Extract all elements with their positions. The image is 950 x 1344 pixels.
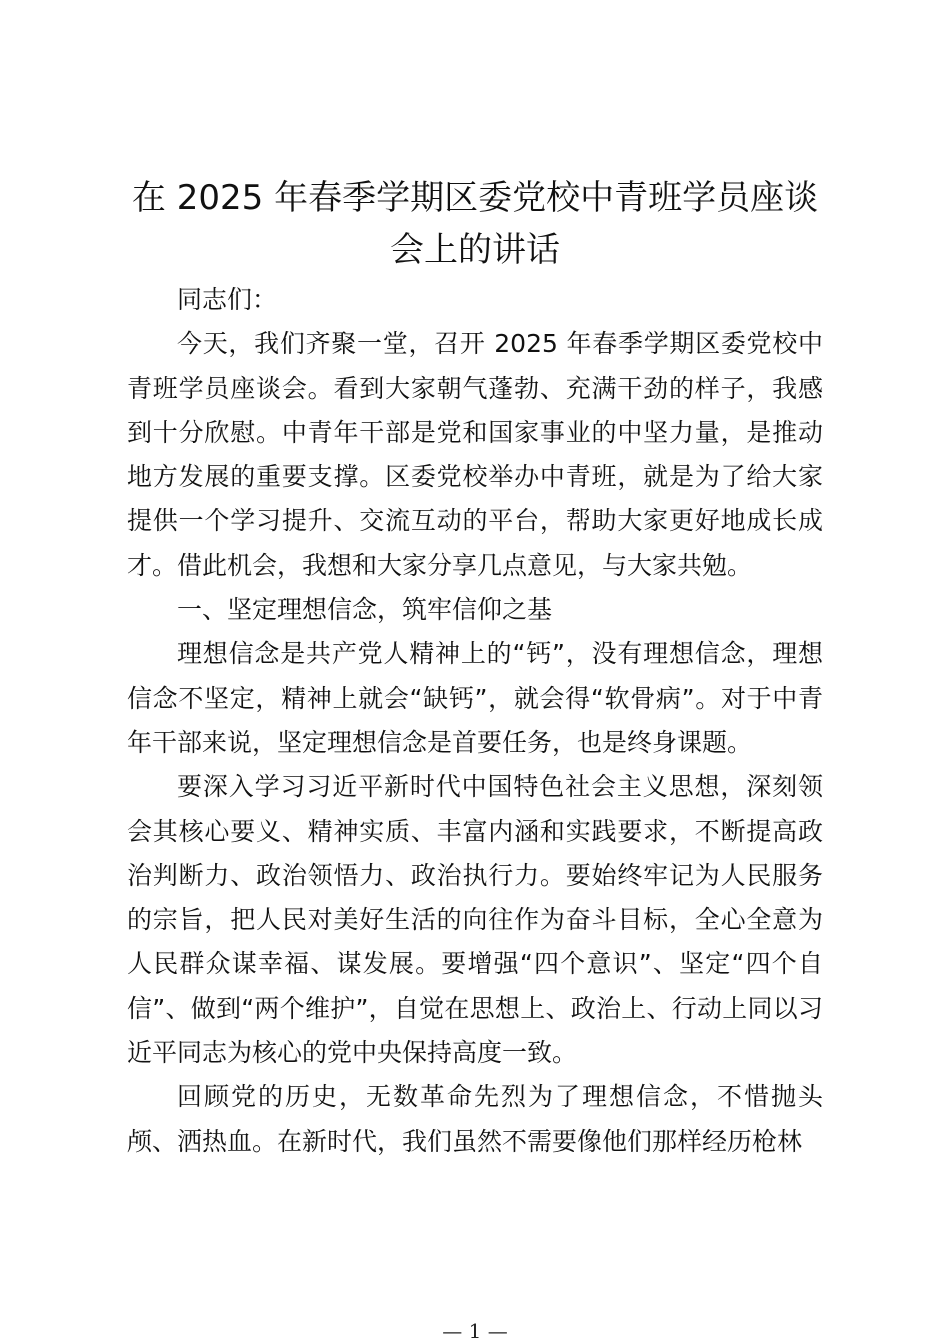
document-title: 在 2025 年春季学期区委党校中青班学员座谈会上的讲话 bbox=[131, 178, 819, 270]
body-paragraph: 回顾党的历史，无数革命先烈为了理想信念，不惜抛头颅、洒热血。在新时代，我们虽然不需要像他们那样经历枪林 bbox=[127, 1082, 823, 1156]
section-heading-1: 一、坚定理想信念，筑牢信仰之基 bbox=[177, 595, 553, 625]
salutation: 同志们： bbox=[177, 285, 278, 314]
body-paragraph: 要深入学习习近平新时代中国特色社会主义思想，深刻领会其核心要义、精神实质、丰富内涵和实践要求，不断提高政治判断力、政治领悟力、政治执行力。要始终牢记为人民服务的宗旨，把人民对美好生活的向往作为奋斗目标，全心全意为人民群众谋幸福、谋发展。要增强“四个意识”、坚定“四个自信”、做到“两个维护”，自觉在思想上、政治上、行动上同以习近平同志为核心的党中央保持高度一致。 bbox=[127, 772, 823, 1068]
page-number: — 1 — bbox=[442, 1319, 508, 1343]
document-body bbox=[127, 278, 823, 1164]
body-paragraph: 理想信念是共产党人精神上的“钙”，没有理想信念，理想信念不坚定，精神上就会“缺钙”，就会得“软骨病”。对于中青年干部来说，坚定理想信念是首要任务，也是终身课题。 bbox=[127, 639, 823, 757]
intro-paragraph: 今天，我们齐聚一堂，召开 2025 年春季学期区委党校中青班学员座谈会。看到大家朝气蓬勃、充满干劲的样子，我感到十分欣慰。中青年干部是党和国家事业的中坚力量，是推动地方发展的重要支撑。区委党校举办中青班，就是为了给大家提供一个学习提升、交流互动的平台，帮助大家更好地成长成才。借此机会，我想和大家分享几点意见，与大家共勉。 bbox=[127, 329, 823, 580]
